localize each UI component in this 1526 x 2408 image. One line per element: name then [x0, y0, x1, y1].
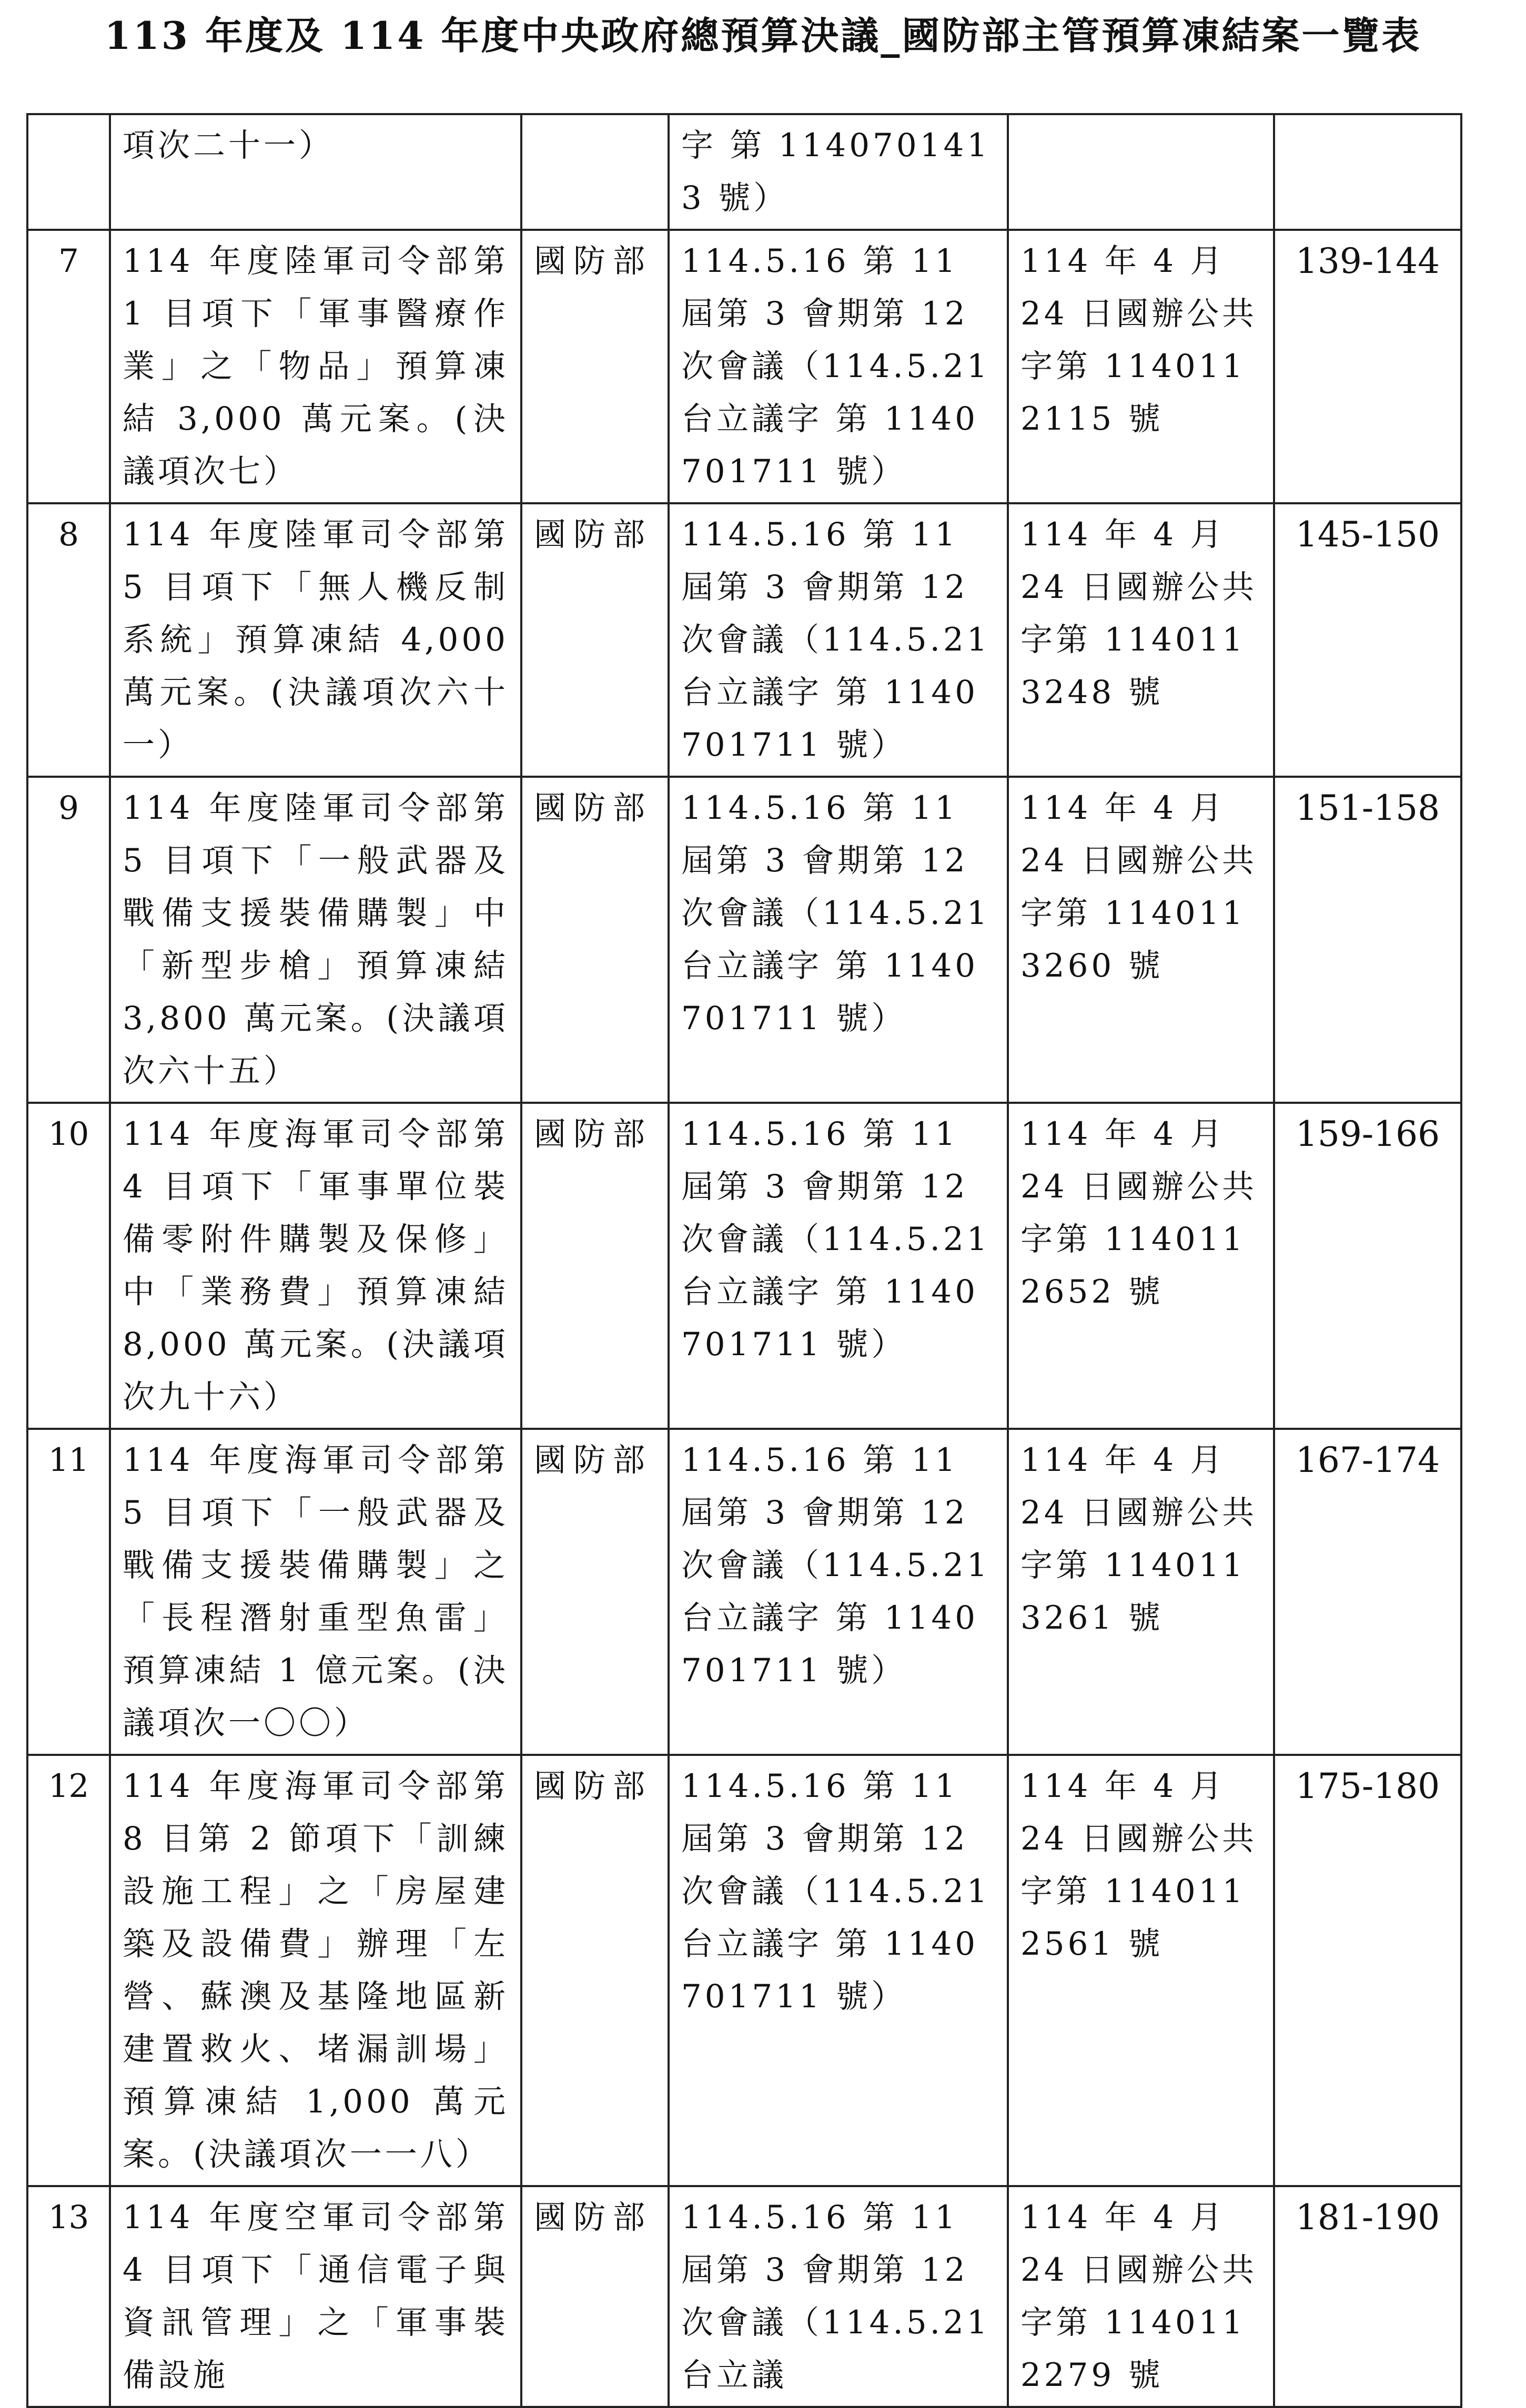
reply-document: 114 年 4 月 24 日國辦公共字第 1140112115 號 — [1008, 230, 1274, 503]
budget-item: 114 年度海軍司令部第 4 目項下「軍事單位裝備零附件購製及保修」中「業務費」預算凍結 8,000 萬元案。(決議項次九十六） — [110, 1103, 521, 1429]
organization: 國防部 — [521, 230, 669, 503]
reply-document: 114 年 4 月 24 日國辦公共字第 1140113260 號 — [1008, 777, 1274, 1103]
row-number: 12 — [27, 1755, 110, 2186]
budget-item: 114 年度陸軍司令部第 5 目項下「一般武器及戰備支援裝備購製」中「新型步槍」預算凍結 3,800 萬元案。(決議項次六十五） — [110, 777, 521, 1103]
resolution-session: 114.5.16 第 11 屆第 3 會期第 12 次會議（114.5.21 台立議字 第 1140701711 號） — [669, 1103, 1008, 1429]
table-row — [27, 1103, 1461, 1429]
table-row — [27, 2186, 1461, 2407]
budget-item: 114 年度陸軍司令部第 5 目項下「無人機反制系統」預算凍結 4,000 萬元案。(決議項次六十一） — [110, 503, 521, 777]
table-row — [27, 230, 1461, 503]
budget-item: 114 年度陸軍司令部第 1 目項下「軍事醫療作業」之「物品」預算凍結 3,000 萬元案。(決議項次七） — [110, 230, 521, 503]
page-range: 151-158 — [1274, 777, 1461, 1103]
reply-document: 114 年 4 月 24 日國辦公共字第 1140113261 號 — [1008, 1429, 1274, 1755]
table-row — [27, 1429, 1461, 1755]
resolution-session: 字 第 1140701413 號） — [669, 114, 1008, 230]
page-range: 175-180 — [1274, 1755, 1461, 2186]
reply-document: 114 年 4 月 24 日國辦公共字第 1140112279 號 — [1008, 2186, 1274, 2407]
row-number: 10 — [27, 1103, 110, 1429]
resolution-session: 114.5.16 第 11 屆第 3 會期第 12 次會議（114.5.21 台立議 — [669, 2186, 1008, 2407]
resolution-session: 114.5.16 第 11 屆第 3 會期第 12 次會議（114.5.21 台立議字 第 1140701711 號） — [669, 1429, 1008, 1755]
row-number: 9 — [27, 777, 110, 1103]
page-range: 167-174 — [1274, 1429, 1461, 1755]
row-number: 13 — [27, 2186, 110, 2407]
budget-item: 114 年度空軍司令部第 4 目項下「通信電子與資訊管理」之「軍事裝備設施 — [110, 2186, 521, 2407]
budget-item: 項次二十一） — [110, 114, 521, 230]
row-number: 7 — [27, 230, 110, 503]
page-range — [1274, 114, 1461, 230]
budget-item: 114 年度海軍司令部第 5 目項下「一般武器及戰備支援裝備購製」之「長程潛射重型魚雷」預算凍結 1 億元案。(決議項次一〇〇） — [110, 1429, 521, 1755]
resolution-session: 114.5.16 第 11 屆第 3 會期第 12 次會議（114.5.21 台立議字 第 1140701711 號） — [669, 1755, 1008, 2186]
organization: 國防部 — [521, 777, 669, 1103]
organization: 國防部 — [521, 503, 669, 777]
row-number: 8 — [27, 503, 110, 777]
resolution-session: 114.5.16 第 11 屆第 3 會期第 12 次會議（114.5.21 台立議字 第 1140701711 號） — [669, 503, 1008, 777]
organization: 國防部 — [521, 1755, 669, 2186]
organization: 國防部 — [521, 1429, 669, 1755]
table-row — [27, 503, 1461, 777]
resolution-session: 114.5.16 第 11 屆第 3 會期第 12 次會議（114.5.21 台立議字 第 1140701711 號） — [669, 777, 1008, 1103]
reply-document — [1008, 114, 1274, 230]
row-number — [27, 114, 110, 230]
table-row — [27, 114, 1461, 230]
organization: 國防部 — [521, 1103, 669, 1429]
page-range: 139-144 — [1274, 230, 1461, 503]
reply-document: 114 年 4 月 24 日國辦公共字第 1140113248 號 — [1008, 503, 1274, 777]
row-number: 11 — [27, 1429, 110, 1755]
page-range: 159-166 — [1274, 1103, 1461, 1429]
page-range: 145-150 — [1274, 503, 1461, 777]
page-title: 113 年度及 114 年度中央政府總預算決議_國防部主管預算凍結案一覽表 — [104, 13, 1422, 58]
organization — [521, 114, 669, 230]
table-row — [27, 1755, 1461, 2186]
organization: 國防部 — [521, 2186, 669, 2407]
reply-document: 114 年 4 月 24 日國辦公共字第 1140112652 號 — [1008, 1103, 1274, 1429]
frozen-budget-table — [26, 113, 1462, 2408]
reply-document: 114 年 4 月 24 日國辦公共字第 1140112561 號 — [1008, 1755, 1274, 2186]
table-row — [27, 777, 1461, 1103]
page-range: 181-190 — [1274, 2186, 1461, 2407]
resolution-session: 114.5.16 第 11 屆第 3 會期第 12 次會議（114.5.21 台立議字 第 1140701711 號） — [669, 230, 1008, 503]
budget-item: 114 年度海軍司令部第 8 目第 2 節項下「訓練設施工程」之「房屋建築及設備費」辦理「左營、蘇澳及基隆地區新建置救火、堵漏訓場」預算凍結 1,000 萬元案。(決議項次一一八） — [110, 1755, 521, 2186]
